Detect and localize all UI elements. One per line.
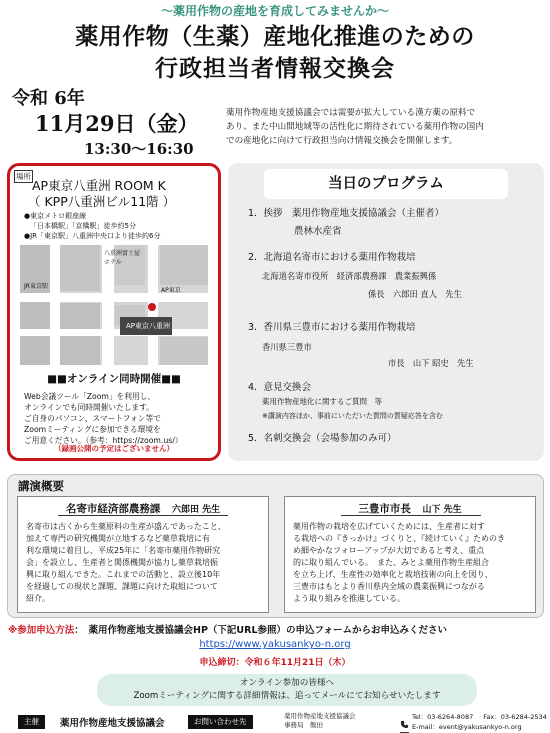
- footer-contact-details: [412, 712, 547, 732]
- program-item-5: 5．名刺交換会（会場参加のみ可）: [248, 433, 397, 444]
- footer-contact: [284, 712, 356, 730]
- card-body: [293, 521, 531, 605]
- access-line: ●JR「東京駅」八重洲中央口より徒歩約6分: [24, 232, 161, 240]
- card-title-underline: [58, 515, 228, 516]
- program-item-4-note: ※講演内容ほか、事前にいただいた質問の質疑応答を含む: [262, 412, 443, 420]
- card-title-text: 名寄市経済部農務課: [65, 503, 161, 515]
- map-label-venue: AP東京八重洲: [126, 322, 171, 330]
- map-label-jr: JR東京駅: [24, 283, 48, 290]
- venue-building: （ KPP八重洲ビル11階 ）: [28, 194, 176, 209]
- access-line: ●東京メトロ銀座線: [24, 212, 87, 220]
- overview-box: [7, 474, 544, 618]
- overview-heading: 講演概要: [18, 479, 64, 493]
- overview-card-mitoyo: [284, 496, 536, 613]
- program-item-3-speaker: 市長 山下 昭史 先生: [388, 358, 474, 368]
- venue-box: [7, 163, 221, 461]
- event-time: 13:30〜16:30: [84, 140, 194, 158]
- online-text: [24, 391, 210, 446]
- program-item-2-org: 北海道名寄市役所 経済部農務課 農業振興係: [262, 271, 437, 281]
- online-line: Zoomミーティングに参加できる環境を: [24, 425, 161, 434]
- online-notice: [97, 674, 477, 706]
- event-date: 11月29日（金）: [35, 111, 199, 136]
- title-line1: 薬用作物（生薬）産地化推進のための: [75, 24, 475, 50]
- card-body-line: 三豊市はもとより香川県内全域の農業振興につながる: [293, 582, 485, 591]
- footer-contact-label: お問い合わせ先: [188, 715, 253, 729]
- card-title-text: 三豊市市長: [358, 503, 411, 515]
- card-body-line: 興に取り組んできた。これまでの活動と、設立後10年: [26, 570, 221, 579]
- mail-icon: [400, 724, 409, 733]
- title-line2: 行政担当者情報交換会: [155, 56, 395, 82]
- program-item-4: 4．意見交換会: [248, 382, 312, 393]
- card-body-line: 会」を設立し、生産者と関係機関が協力し薬草栽培振: [26, 558, 218, 567]
- apply-method: [8, 622, 447, 636]
- notice-line1: オンライン参加の皆様へ: [239, 678, 335, 688]
- card-title: [18, 501, 268, 516]
- card-title-underline: [341, 515, 481, 516]
- program-item-3: 3．香川県三豊市における薬用作物栽培: [248, 322, 416, 333]
- program-item-2-speaker: 係長 六郎田 直人 先生: [368, 289, 462, 299]
- venue-tag: 場所: [16, 172, 31, 181]
- card-body-line: 加えて専門の研究機関が立地するなど薬草栽培に有: [26, 534, 210, 543]
- card-body-line: 利な環境に着目し、平成25年に「名寄市薬用作物研究: [26, 546, 221, 555]
- card-body-line: を立ち上げ、生産性の効率化と栽培技術の向上を図り、: [293, 570, 493, 579]
- apply-deadline: 申込締切：令和６年11月21日（木）: [199, 658, 351, 668]
- online-line: ご用意ください。（参考：https://zoom.us/）: [24, 436, 183, 445]
- card-title: [285, 501, 535, 516]
- online-line: Web会議ツール「Zoom」を利用し、: [24, 392, 156, 401]
- venue-name: AP東京八重洲 ROOM K: [32, 178, 166, 193]
- notice-line2: Zoomミーティングに関する詳細情報は、追ってメールにてお知らせいたします: [133, 691, 441, 701]
- apply-text: ： 薬用作物産地支援協議会HP（下記URL参照）の申込フォームからお申込みください: [74, 625, 448, 636]
- venue-map: [20, 245, 208, 365]
- map-label-hotel: 八重洲富士屋ホテル: [104, 250, 141, 266]
- card-body-line: 薬用作物の栽培を広げていくためには、生産者に対す: [293, 522, 485, 531]
- card-body-line: よう取り組みを推進している。: [293, 594, 405, 603]
- footer: [0, 710, 550, 733]
- card-body-line: を経過しての現状と課題、課題に向けた取組について: [26, 582, 218, 591]
- overview-card-nayoro: [17, 496, 269, 613]
- apply-url-link[interactable]: https://www.yakusankyo-n.org: [199, 639, 351, 650]
- card-body-line: る栽培への『きっかけ』づくりと、『続けていく』ためのき: [293, 534, 505, 543]
- program-heading: 当日のプログラム: [264, 169, 508, 199]
- card-speaker: 六郎田 先生: [172, 505, 221, 515]
- footer-host-label: 主催: [18, 715, 45, 729]
- venue-access: [24, 211, 161, 241]
- program-item-1-sub: 農林水産省: [294, 226, 342, 237]
- card-body: [26, 521, 264, 605]
- card-body-line: 紹介。: [26, 594, 50, 603]
- footer-host-name: 薬用作物産地支援協議会: [60, 718, 165, 729]
- event-era: 令和 6年: [12, 88, 85, 109]
- online-heading: ■■オンライン同時開催■■: [47, 373, 181, 385]
- program-item-2: 2．北海道名寄市における薬用作物栽培: [248, 252, 416, 263]
- online-note: （録画公開の予定はございません）: [54, 444, 174, 453]
- card-body-line: 名寄市は古くから生薬原料の生産が盛んであったこと、: [26, 522, 226, 531]
- intro-line: 薬用作物産地支援協議会では需要が拡大している漢方薬の原料で: [226, 108, 476, 118]
- card-body-line: め細やかなフォローアップが大切であると考え、重点: [293, 546, 485, 555]
- intro-line: あり、また中山間地域等の活性化に期待されている薬用作物の国内: [226, 122, 484, 132]
- program-box: [228, 163, 544, 461]
- map-label-ap: AP東京: [161, 287, 181, 294]
- access-line: 「日本橋駅」「京橋駅」徒歩約5分: [30, 222, 136, 230]
- footer-contact-office: 事務局 飯田: [284, 721, 323, 729]
- online-line: ご自身のパソコン、スマートフォン等で: [24, 414, 161, 423]
- apply-label: ※参加申込方法: [8, 625, 75, 636]
- footer-contact-org: 薬用作物産地支援協議会: [284, 712, 356, 720]
- footer-tel: Tel：03-6264-8087: [412, 713, 474, 721]
- intro-line: での産地化に向けて行政担当向け情報交換会を開催します。: [226, 136, 458, 146]
- card-speaker: 山下 先生: [422, 505, 462, 515]
- program-item-1: 1．挨拶 薬用作物産地支援協議会（主催者）: [248, 208, 445, 219]
- footer-fax: Fax：03-6284-2534: [483, 713, 547, 721]
- event-intro: [226, 106, 544, 148]
- tagline: 〜薬用作物の産地を育成してみませんか〜: [160, 4, 389, 18]
- program-item-4-sub: 薬用作物産地化に関するご質問 等: [262, 397, 382, 406]
- program-item-3-org: 香川県三豊市: [262, 342, 312, 352]
- card-body-line: 的に取り組んでいる。 また、みとよ薬用作物生産組合: [293, 558, 489, 567]
- footer-email[interactable]: E-mail：event@yakusankyo-n.org: [412, 723, 522, 731]
- online-line: オンラインでも同時開催いたします。: [24, 403, 154, 412]
